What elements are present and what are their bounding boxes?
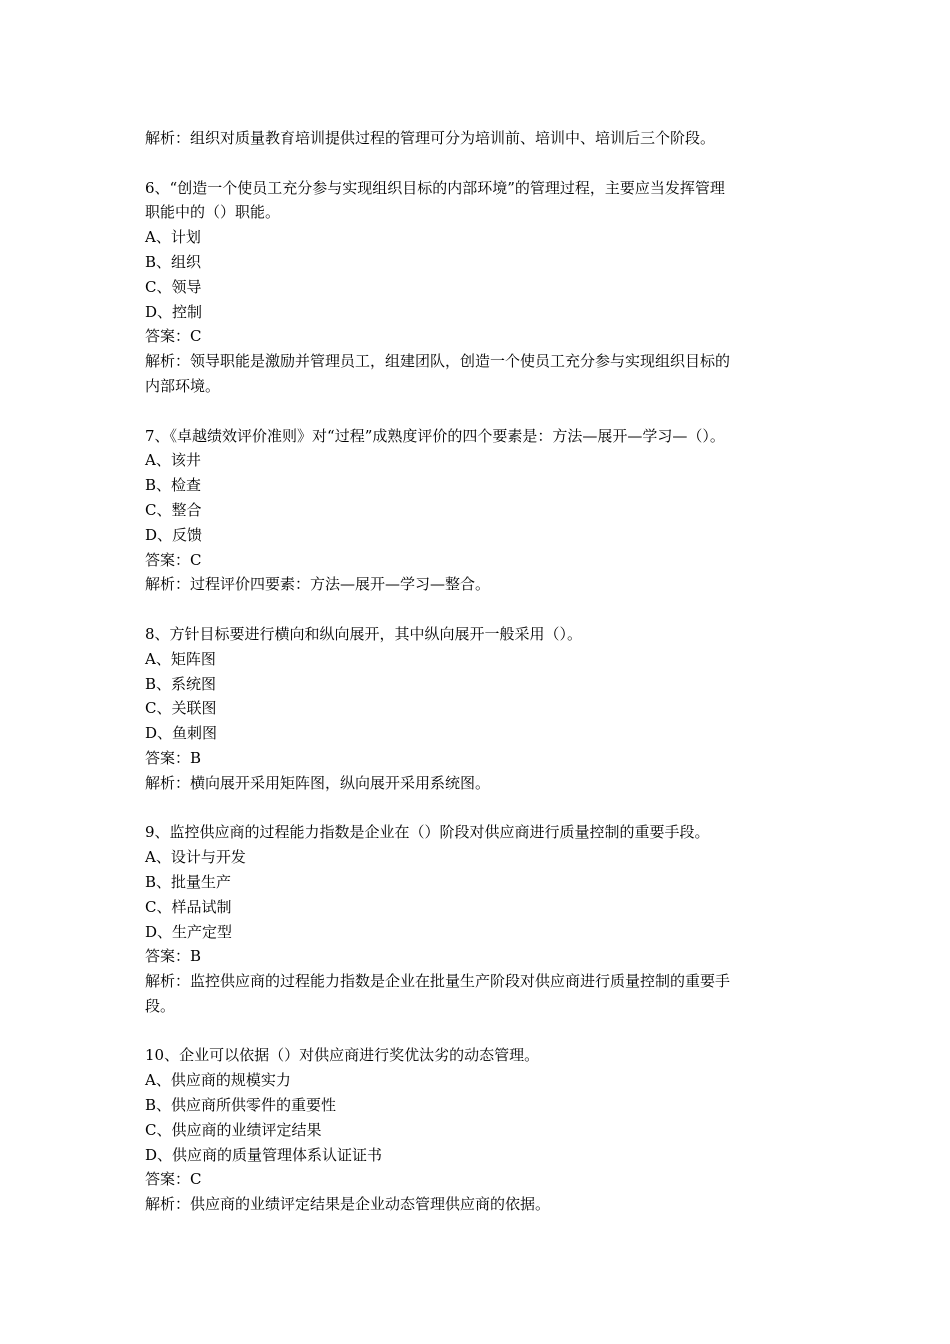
answer: 答案：C [145, 1170, 202, 1189]
spacer [145, 399, 815, 424]
option-a: A、供应商的规模实力 [145, 1071, 291, 1090]
option-c: C、关联图 [145, 699, 217, 718]
option-a: A、设计与开发 [145, 848, 246, 867]
option-b: B、检查 [145, 476, 202, 495]
option-c: C、领导 [145, 277, 202, 296]
question-10 [145, 1043, 815, 1217]
option-c: C、样品试制 [145, 897, 232, 916]
option-d: D、生产定型 [145, 922, 233, 941]
analysis-line: 解析：监控供应商的过程能力指数是企业在批量生产阶段对供应商进行质量控制的重要手 [145, 972, 731, 991]
spacer [145, 151, 815, 176]
question-9 [145, 820, 815, 1018]
option-d: D、供应商的质量管理体系认证证书 [145, 1145, 383, 1164]
option-b: B、组织 [145, 252, 202, 271]
option-c: C、整合 [145, 500, 202, 519]
question-stem-line: 10、企业可以依据（）对供应商进行奖优汰劣的动态管理。 [145, 1046, 540, 1065]
analysis-line: 段。 [145, 996, 176, 1015]
option-a: A、该井 [145, 451, 201, 470]
option-b: B、批量生产 [145, 872, 232, 891]
option-a: A、矩阵图 [145, 649, 216, 668]
option-c: C、供应商的业绩评定结果 [145, 1120, 322, 1139]
option-a: A、计划 [145, 228, 201, 247]
question-7 [145, 424, 815, 598]
option-b: B、系统图 [145, 674, 217, 693]
answer: 答案：B [145, 748, 202, 767]
spacer [145, 597, 815, 622]
question-stem-line: 9、监控供应商的过程能力指数是企业在（）阶段对供应商进行质量控制的重要手段。 [145, 823, 710, 842]
question-stem-line: 职能中的（）职能。 [145, 203, 281, 222]
option-d: D、控制 [145, 302, 203, 321]
question-stem-line: 8、方针目标要进行横向和纵向展开，其中纵向展开一般采用（）。 [145, 624, 583, 643]
intro-analysis: 解析：组织对质量教育培训提供过程的管理可分为培训前、培训中、培训后三个阶段。 [145, 129, 716, 147]
spacer [145, 796, 815, 821]
option-d: D、反馈 [145, 525, 203, 544]
analysis-line: 解析：横向展开采用矩阵图，纵向展开采用系统图。 [145, 773, 491, 792]
answer: 答案：C [145, 327, 202, 346]
analysis-line: 解析：过程评价四要素：方法—展开—学习—整合。 [145, 575, 491, 594]
answer: 答案：C [145, 550, 202, 569]
question-stem-line: 7、《卓越绩效评价准则》对“过程”成熟度评价的四个要素是：方法—展开—学习—（）。 [145, 426, 725, 445]
question-8 [145, 622, 815, 796]
analysis-line: 内部环境。 [145, 376, 221, 395]
question-6 [145, 176, 815, 399]
option-b: B、供应商所供零件的重要性 [145, 1096, 337, 1115]
answer: 答案：B [145, 947, 202, 966]
option-d: D、鱼刺图 [145, 724, 218, 743]
analysis-line: 解析：供应商的业绩评定结果是企业动态管理供应商的依据。 [145, 1195, 551, 1214]
analysis-line: 解析：领导职能是激励并管理员工，组建团队，创造一个使员工充分参与实现组织目标的 [145, 352, 731, 371]
spacer [145, 1019, 815, 1044]
document-page [145, 126, 815, 1217]
question-stem-line: 6、“创造一个使员工充分参与实现组织目标的内部环境”的管理过程，主要应当发挥管理 [145, 178, 725, 197]
